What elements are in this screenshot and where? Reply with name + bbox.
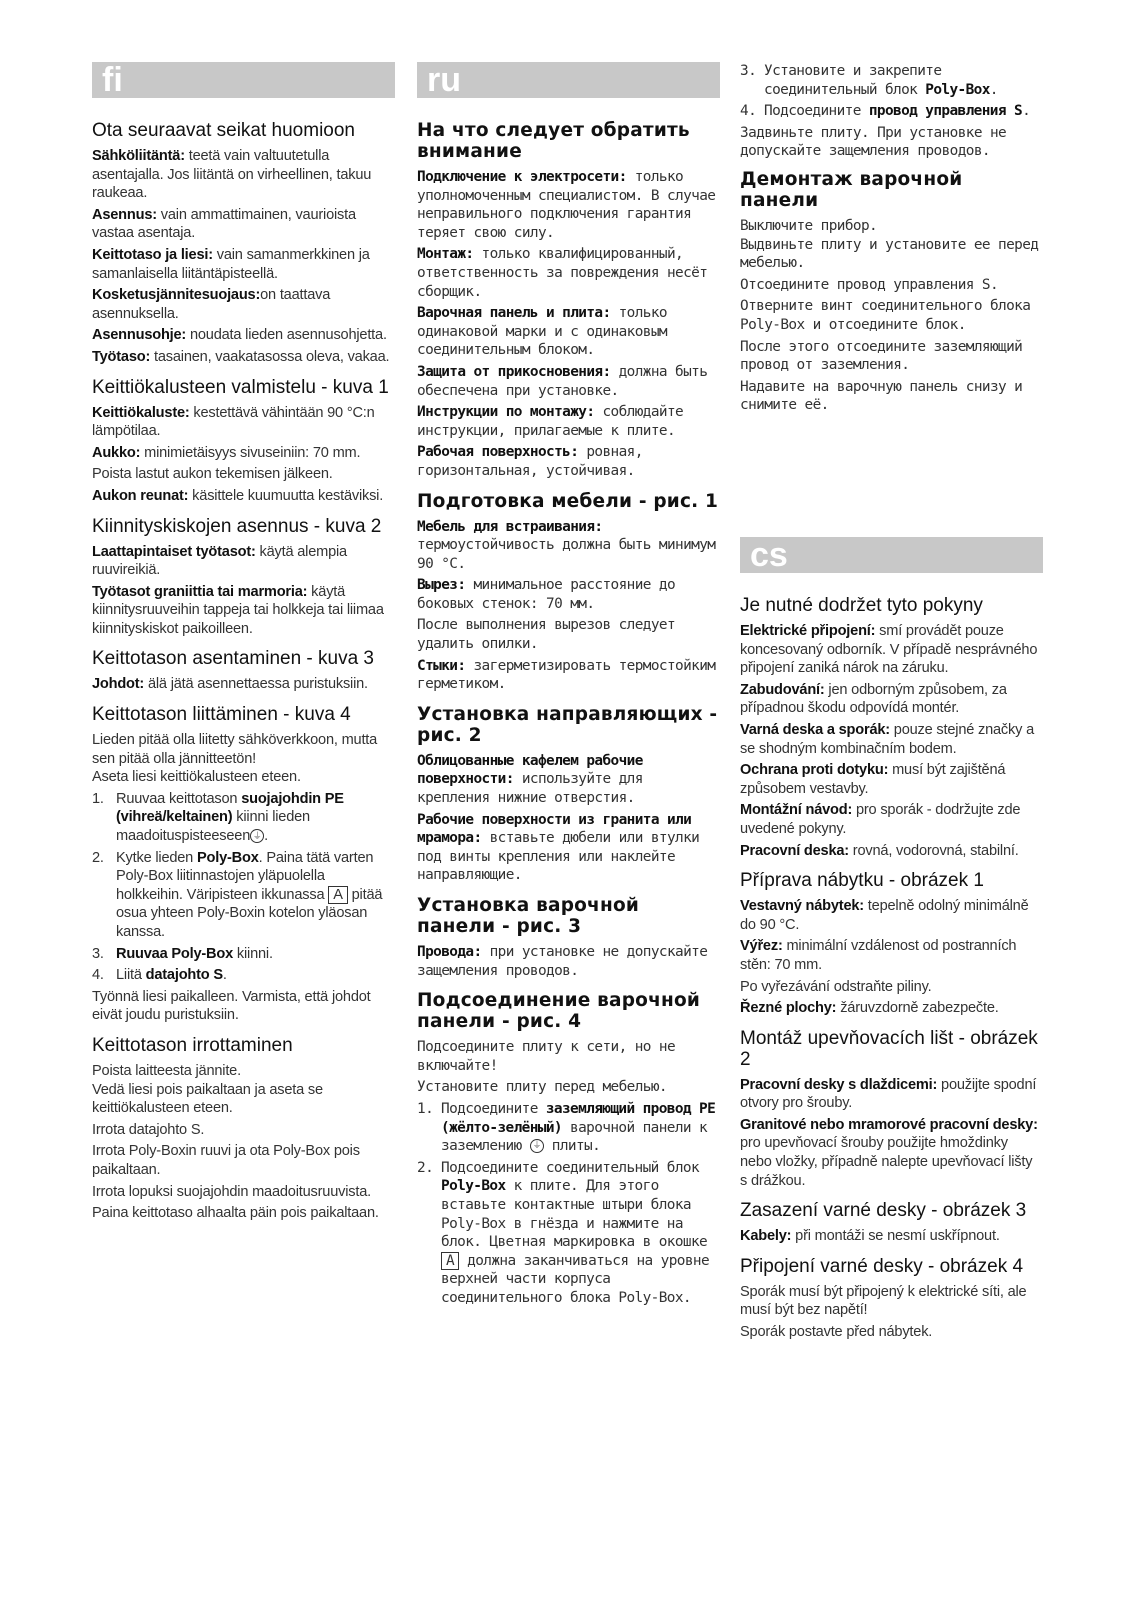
steps-list — [417, 1100, 720, 1308]
column-ru-continued — [740, 62, 1043, 425]
paragraph: Po vyřezávání odstraňte piliny. — [740, 978, 932, 995]
paragraph: Zabudování: jen odborným způsobem, za případnou škodu odpovídá montér. — [740, 681, 1007, 717]
paragraph: Asennusohje: noudata lieden asennusohjetta. — [92, 327, 387, 344]
section-title: Демонтаж варочной панели — [740, 168, 963, 211]
paragraph: Poista lastut aukon tekemisen jälkeen. — [92, 466, 333, 483]
section-title: Подсоединение варочной панели - рис. 4 — [417, 990, 701, 1033]
list-item: 2. Подсоедините соединительный блок Poly-Box к плите. Для этого вставьте контактные штыри блока Poly-Box в гнёзда и нажмите на блок. Цветная маркировка в окошке A должна заканчиваться на уровне верхней части корпуса соединительного блока Poly-Box. — [417, 1159, 710, 1306]
steps-list-continued — [740, 62, 1043, 121]
column-cs — [740, 537, 1043, 1352]
paragraph: Sporák musí být připojený k elektrické síti, ale musí být bez napětí! — [740, 1283, 1027, 1319]
paragraph: Облицованные кафелем рабочие поверхности: используйте для крепления нижние отверстия. — [417, 752, 643, 807]
section-fi-4 — [92, 648, 395, 694]
paragraph: Инструкции по монтажу: соблюдайте инструкции, прилагаемые к плите. — [417, 404, 684, 439]
language-header-cs: cs — [740, 537, 1043, 573]
list-item: 3. Ruuvaa Poly-Box kiinni. — [92, 945, 273, 962]
paragraph: Pracovní deska: rovná, vodorovná, stabilní. — [740, 842, 1019, 859]
section-title: Подготовка мебели - рис. 1 — [417, 490, 719, 512]
paragraph: Отсоедините провод управления S. — [740, 276, 999, 293]
section-title: Установка варочной панели - рис. 3 — [417, 895, 640, 937]
list-item: 2. Kytke lieden Poly-Box. Paina tätä varten Poly-Box liitinnastojen yläpuolella holkkeihin. Väripisteen ikkunassa A pitää osua yhteen Poly-Boxin kotelon yläosan kanssa. — [92, 849, 383, 940]
paragraph: Мебель для встраивания: термоустойчивость должна быть минимум 90 °C. — [417, 518, 716, 572]
paragraph: Отверните винт соединительного блока Poly-Box и отсоедините блок. — [740, 298, 1031, 333]
section-title: Kiinnityskiskojen asennus - kuva 2 — [92, 515, 382, 537]
section-ru-1 — [417, 120, 720, 481]
paragraph: Řezné plochy: žáruvzdorně zabezpečte. — [740, 1000, 999, 1017]
language-header-ru: ru — [417, 62, 720, 98]
paragraph: Johdot: älä jätä asennettaessa puristuksiin. — [92, 676, 368, 693]
paragraph: Провода: при установке не допускайте защемления проводов. — [417, 944, 708, 979]
paragraph: Ochrana proti dotyku: musí být zajištěná způsobem vestavby. — [740, 762, 1006, 797]
paragraph: Рабочие поверхности из гранита или мрамора: вставьте дюбели или втулки под винты крепления или наклейте направляющие. — [417, 811, 700, 884]
paragraph: Irrota datajohto S. — [92, 1121, 205, 1138]
paragraph: Lieden pitää olla liitetty sähköverkkoon, mutta sen pitää olla jännitteetön! — [92, 732, 378, 767]
list-item: 4. Подсоедините провод управления S. — [740, 103, 1031, 120]
paragraph: Asennus: vain ammattimainen, vaurioista vastaa asentaja. — [92, 206, 356, 242]
section-title: Keittiökalusteen valmistelu - kuva 1 — [92, 376, 389, 398]
ground-symbol-icon: ⏚ — [530, 1139, 544, 1153]
paragraph: Irrota Poly-Boxin ruuvi ja ota Poly-Box pois paikaltaan. — [92, 1143, 360, 1178]
section-cs-5 — [740, 1256, 1043, 1342]
paragraph: Aseta liesi keittiökalusteen eteen. — [92, 769, 301, 786]
paragraph: Kosketusjännitesuojaus:on taattava asennuksella. — [92, 287, 331, 322]
section-cs-4 — [740, 1200, 1043, 1246]
section-cs-2 — [740, 870, 1043, 1018]
paragraph: Aukko: minimietäisyys sivuseiniin: 70 mm. — [92, 444, 361, 461]
window-label-box: A — [328, 886, 348, 904]
column-fi — [92, 62, 395, 1233]
paragraph: Sähköliitäntä: teetä vain valtuutetulla asentajalla. Jos liitäntä on virheellinen, takuu raukeaa. — [92, 148, 372, 202]
section-title: Je nutné dodržet tyto pokyny — [740, 595, 983, 616]
paragraph: Keittiökaluste: kestettävä vähintään 90 °C:n lämpötilaa. — [92, 404, 375, 440]
paragraph: Задвиньте плиту. При установке не допускайте защемления проводов. — [740, 124, 1007, 160]
paragraph: Рабочая поверхность: ровная, горизонтальная, устойчивая. — [417, 444, 643, 479]
paragraph: Выключите прибор. Выдвиньте плиту и установите ее перед мебелью. — [740, 217, 1039, 272]
section-title: Připojení varné desky - obrázek 4 — [740, 1255, 1024, 1277]
paragraph: После этого отсоедините заземляющий провод от заземления. — [740, 338, 1023, 374]
section-title: Příprava nábytku - obrázek 1 — [740, 870, 984, 892]
paragraph: Granitové nebo mramorové pracovní desky: pro upevňovací šrouby použijte hmoždinky nebo vložky, případně nalepte upevňovací lišty s drážkou. — [740, 1116, 1038, 1189]
section-title: Montáž upevňovacích lišt - obrázek 2 — [740, 1027, 1038, 1070]
paragraph: Työnnä liesi paikalleen. Varmista, että johdot eivät joudu puristuksiin. — [92, 988, 371, 1024]
steps-list — [92, 790, 395, 985]
paragraph: Kabely: při montáži se nesmí uskřípnout. — [740, 1228, 1000, 1245]
paragraph: Keittotaso ja liesi: vain samanmerkkinen ja samanlaisella liitäntäpisteellä. — [92, 246, 370, 282]
paragraph: Poista laitteesta jännite. Vedä liesi pois paikaltaan ja aseta se keittiökalusteen eteen. — [92, 1062, 323, 1117]
paragraph: Aukon reunat: käsittele kuumuutta kestäviksi. — [92, 487, 384, 504]
paragraph: Подсоедините плиту к сети, но не включайте! — [417, 1039, 676, 1074]
list-item: 3. Установите и закрепите соединительный блок Poly-Box. — [740, 63, 998, 98]
section-cs-1 — [740, 595, 1043, 860]
section-title: Keittotason liittäminen - kuva 4 — [92, 704, 351, 726]
section-ru-5 — [417, 990, 720, 1307]
paragraph: Монтаж: только квалифицированный, ответственность за повреждения несёт сборщик. — [417, 246, 708, 300]
section-fi-2 — [92, 377, 395, 506]
section-fi-3 — [92, 516, 395, 639]
paragraph: Надавите на варочную панель снизу и снимите её. — [740, 378, 1023, 414]
section-fi-1 — [92, 120, 395, 367]
paragraph: После выполнения вырезов следует удалить опилки. — [417, 617, 676, 653]
column-ru — [417, 62, 720, 1318]
section-ru-4 — [417, 895, 720, 980]
paragraph: Установите плиту перед мебелью. — [417, 1079, 667, 1096]
section-title: На что следует обратить внимание — [417, 120, 690, 162]
section-title: Keittotason asentaminen - kuva 3 — [92, 648, 375, 670]
paragraph: Irrota lopuksi suojajohdin maadoitusruuvista. — [92, 1183, 371, 1200]
list-item: 1. Ruuvaa keittotason suojajohdin PE (vihreä/keltainen) kiinni lieden maadoituspisteeseen ⏚ . — [92, 790, 344, 845]
section-ru-3 — [417, 704, 720, 885]
ground-symbol-icon: ⏚ — [250, 829, 264, 843]
paragraph: Laattapintaiset työtasot: käytä alempia ruuvireikiä. — [92, 543, 347, 579]
paragraph: Varná deska a sporák: pouze stejné značky a se shodným kombinačním bodem. — [740, 721, 1034, 757]
paragraph: Вырез: минимальное расстояние до боковых стенок: 70 мм. — [417, 577, 676, 612]
paragraph: Työtasot graniittia tai marmoria: käytä kiinnitysruuveihin tappeja tai holkkeja tai liimaa kiinnityskiskot paikoilleen. — [92, 583, 384, 637]
paragraph: Paina keittotaso alhaalta päin pois paikaltaan. — [92, 1205, 379, 1222]
section-fi-5 — [92, 704, 395, 1025]
section-title: Ota seuraavat seikat huomioon — [92, 120, 355, 141]
paragraph: Vestavný nábytek: tepelně odolný minimálně do 90 °C. — [740, 898, 1029, 933]
paragraph: Стыки: загерметизировать термостойким герметиком. — [417, 657, 716, 693]
section-title: Установка направляющих - рис. 2 — [417, 703, 718, 746]
section-ru-6 — [740, 169, 1043, 415]
list-item: 4. Liitä datajohto S. — [92, 967, 227, 984]
paragraph: Варочная панель и плита: только одинаковой марки и с одинаковым соединительным блоком. — [417, 305, 667, 359]
paragraph: Защита от прикосновения: должна быть обеспечена при установке. — [417, 363, 708, 399]
paragraph: Подключение к электросети: только уполномоченным специалистом. В случае неправильного подключения гарантия теряет свою силу. — [417, 169, 716, 241]
window-label-box: A — [441, 1252, 459, 1270]
language-header-fi: fi — [92, 62, 395, 98]
section-title: Zasazení varné desky - obrázek 3 — [740, 1200, 1027, 1222]
paragraph: Työtaso: tasainen, vaakatasossa oleva, vakaa. — [92, 348, 390, 365]
paragraph: Sporák postavte před nábytek. — [740, 1324, 933, 1341]
section-fi-6 — [92, 1035, 395, 1223]
list-item: 1. Подсоедините заземляющий провод PE (жёлто-зелёный) варочной панели к заземлению ⏚ плиты. — [417, 1100, 716, 1155]
paragraph: Elektrické připojení: smí provádět pouze koncesovaný odborník. V případě nesprávného připojení zaniká nárok na záruku. — [740, 623, 1038, 677]
paragraph: Výřez: minimální vzdálenost od postranních stěn: 70 mm. — [740, 938, 1017, 973]
section-title: Keittotason irrottaminen — [92, 1034, 293, 1056]
section-ru-2 — [417, 491, 720, 694]
section-cs-3 — [740, 1028, 1043, 1191]
paragraph: Pracovní desky s dlaždicemi: použijte spodní otvory pro šrouby. — [740, 1076, 1037, 1112]
paragraph: Montážní návod: pro sporák - dodržujte zde uvedené pokyny. — [740, 802, 1021, 837]
